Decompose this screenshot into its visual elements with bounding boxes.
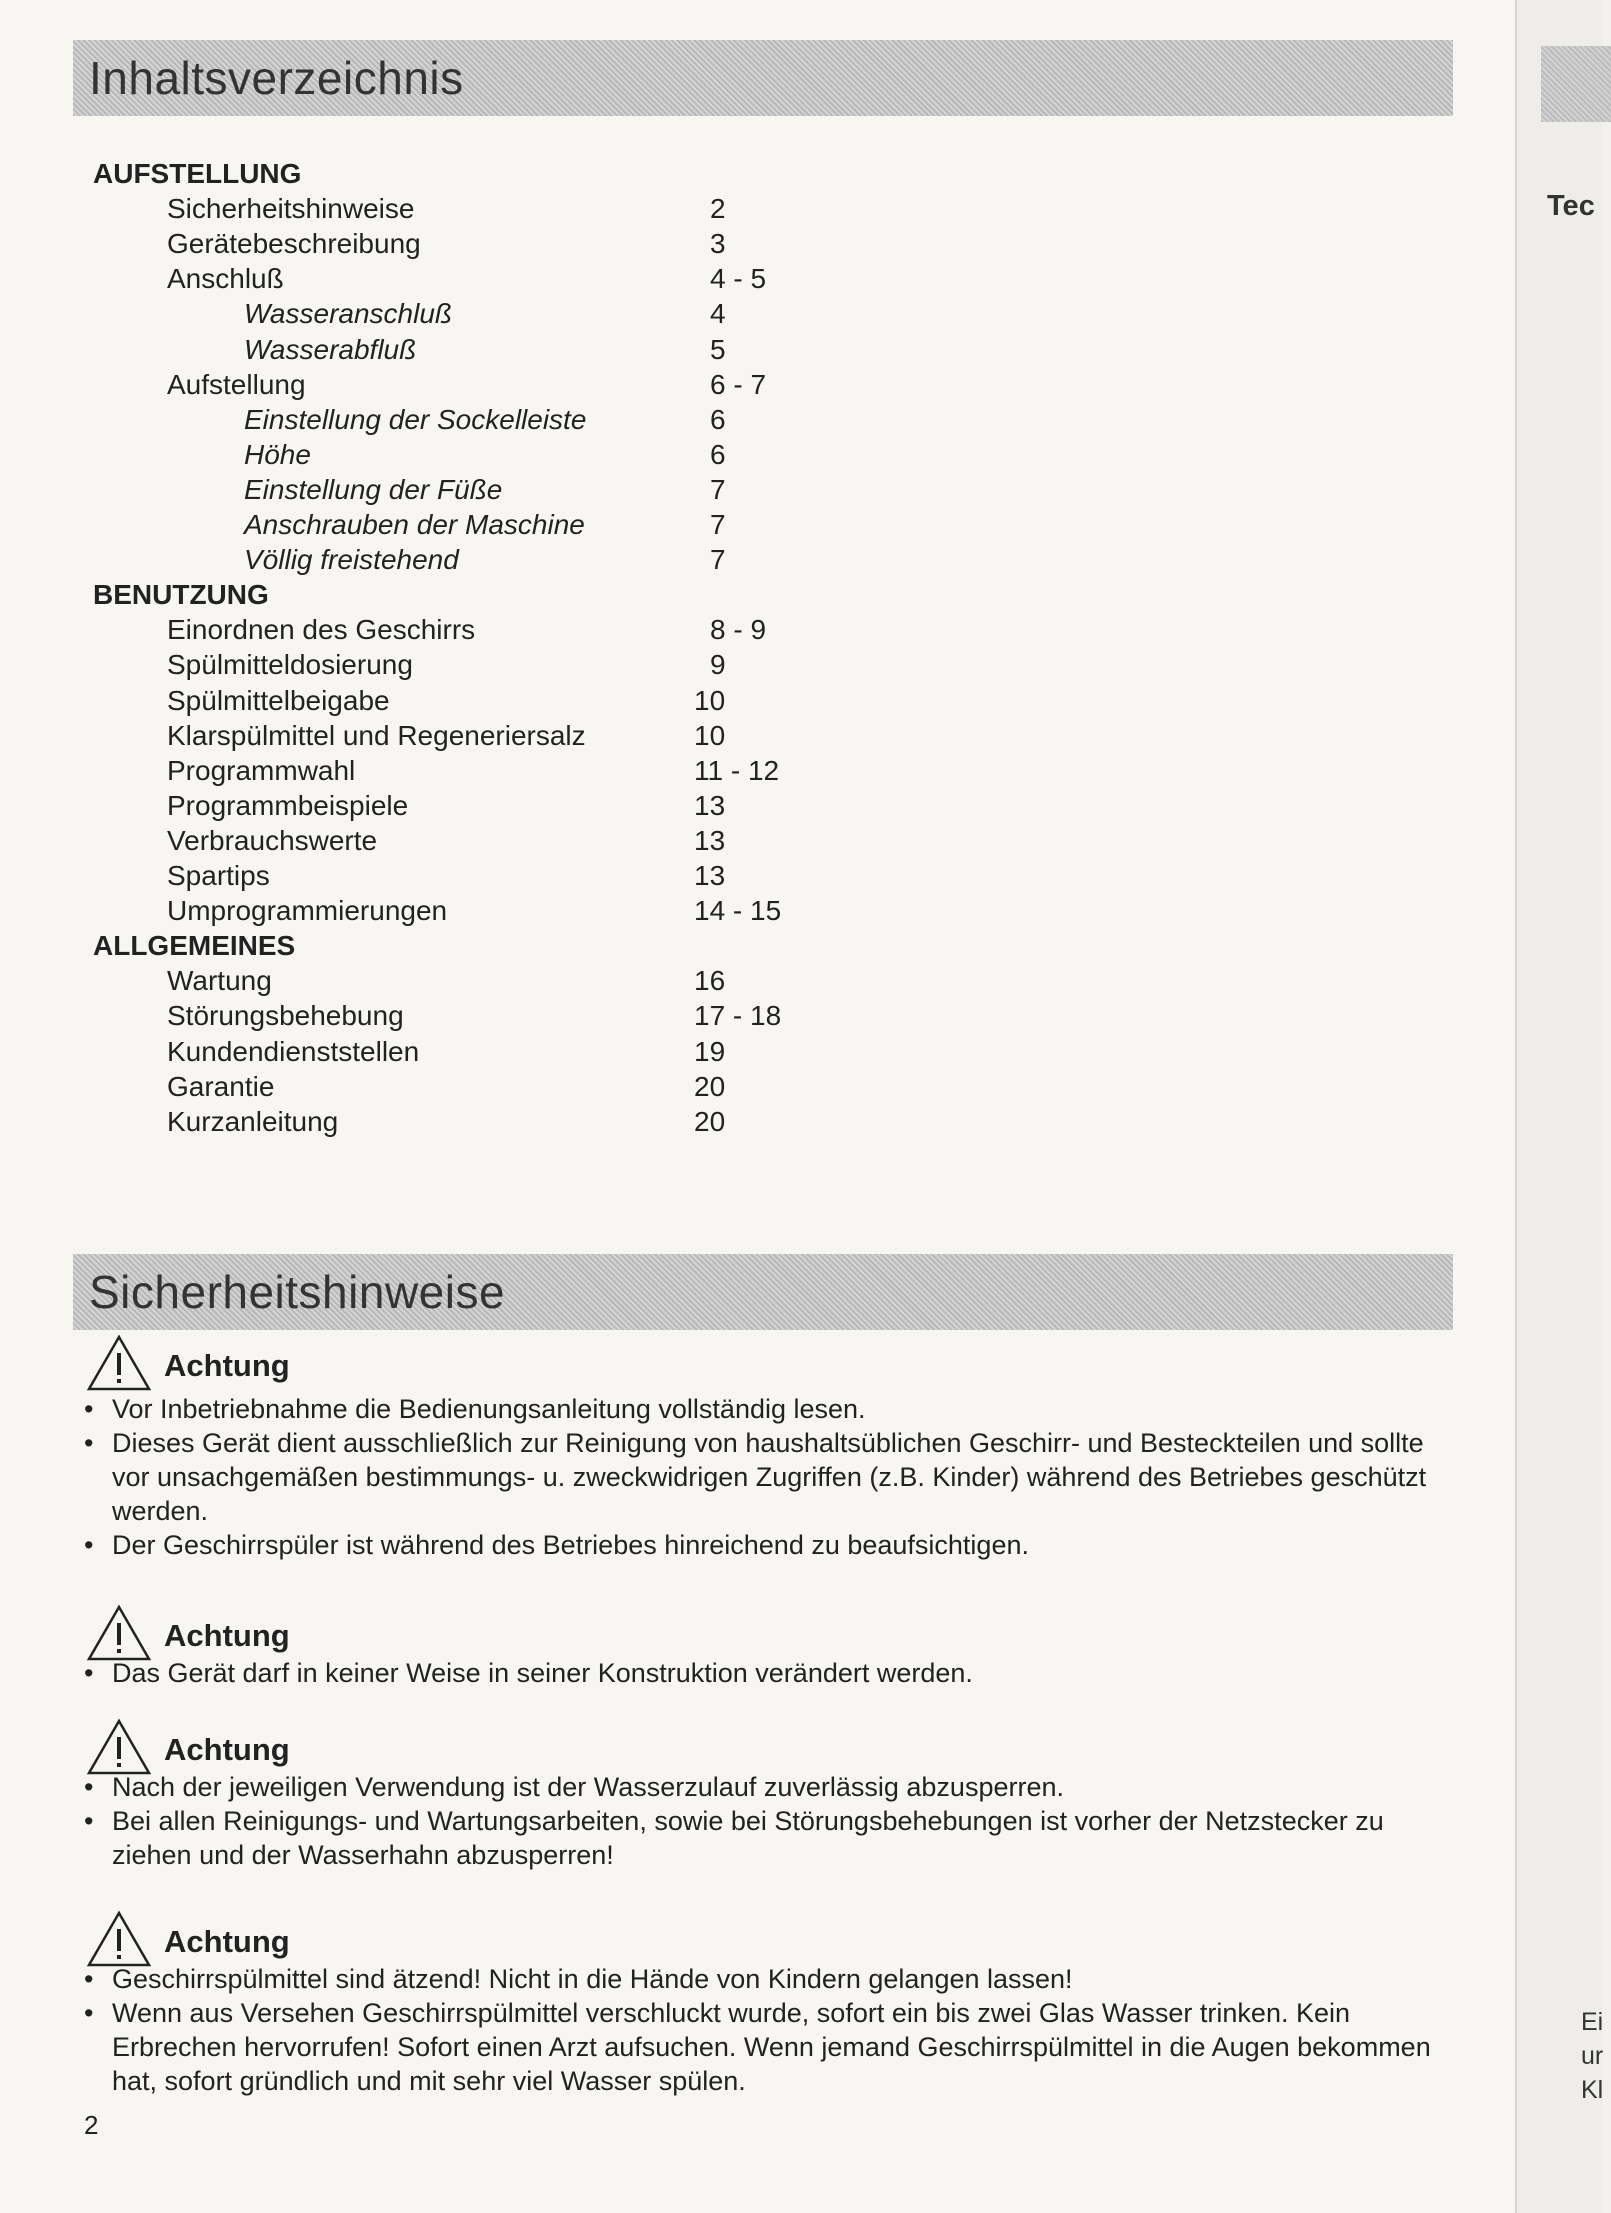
toc-entry-page: 5 bbox=[710, 333, 726, 365]
toc-entry-page: 13 bbox=[694, 860, 726, 891]
toc-entry-page: 7 bbox=[710, 473, 726, 505]
toc-entry-page: 6 bbox=[710, 438, 726, 470]
toc-entry-label: Spülmittelbeigabe bbox=[167, 684, 390, 716]
bullet-icon: • bbox=[84, 1806, 94, 1836]
toc-entry-label: Störungsbehebung bbox=[167, 1000, 404, 1032]
toc-title: Inhaltsverzeichnis bbox=[89, 52, 464, 104]
toc-entry-label: Umprogrammierungen bbox=[167, 895, 448, 927]
adjacent-page-edge bbox=[1515, 0, 1602, 2213]
warning-bullet-text: Nach der jeweiligen Verwendung ist der Wasserzulauf zuverlässig abzusperren. bbox=[112, 1772, 1064, 1802]
warning-bullet bbox=[84, 1996, 1454, 2098]
warning-triangle-icon bbox=[86, 1604, 152, 1662]
toc-section-heading: BENUTZUNG bbox=[93, 579, 269, 611]
toc-entry-label: Anschrauben der Maschine bbox=[244, 509, 585, 540]
toc-entry-page: 17 - 18 bbox=[694, 1000, 782, 1032]
toc-entry-page: 4 - 5 bbox=[710, 263, 767, 295]
toc-entry-label: Garantie bbox=[167, 1070, 275, 1102]
bullet-icon: • bbox=[84, 1394, 94, 1424]
toc-entry-label: Wasserabfluß bbox=[244, 333, 417, 365]
toc-entry-label: Wartung bbox=[167, 965, 272, 997]
warning-bullet bbox=[84, 1804, 1454, 1872]
warning-label: Achtung bbox=[164, 1348, 290, 1383]
warning-bullet bbox=[84, 1392, 1454, 1426]
warning-label: Achtung bbox=[164, 1618, 290, 1653]
toc-entry-page: 2 bbox=[710, 193, 726, 225]
warning-bullet bbox=[84, 1426, 1454, 1528]
warning-bullet-text: Wenn aus Versehen Geschirrspülmittel verschluckt wurde, sofort ein bis zwei Glas Wasser trinken. Kein Erbrechen hervorrufen! Sofort einen Arzt aufsuchen. Wenn jemand Geschirrspülmittel in die Augen bekommen hat, sofort gründlich und mit sehr viel Wasser spülen. bbox=[112, 1998, 1431, 2096]
toc-entry-label: Wasseranschluß bbox=[244, 298, 453, 330]
toc-entry-label: Sicherheitshinweise bbox=[167, 193, 415, 225]
toc-entry-label: Einstellung der Füße bbox=[244, 473, 503, 505]
toc-entry-label: Kurzanleitung bbox=[167, 1105, 339, 1137]
warning-bullet-text: Dieses Gerät dient ausschließlich zur Reinigung von haushaltsüblichen Geschirr- und Besteckteilen und sollte vor unsachgemäßen bestimmungs- u. zweckwidrigen Zugriffen (z.B. Kinder) während des Betriebes geschützt werden. bbox=[112, 1428, 1427, 1526]
warning-bullet-text: Geschirrspülmittel sind ätzend! Nicht in die Hände von Kindern gelangen lassen! bbox=[112, 1964, 1073, 1994]
toc-entry-page: 7 bbox=[710, 509, 726, 540]
toc-entry-page: 19 bbox=[694, 1035, 726, 1067]
warning-triangle-icon bbox=[86, 1718, 152, 1776]
toc-entry-page: 6 - 7 bbox=[710, 368, 767, 400]
toc-entry-label: Einordnen des Geschirrs bbox=[167, 614, 476, 646]
bullet-icon: • bbox=[84, 1998, 94, 2028]
warning-bullet-text: Vor Inbetriebnahme die Bedienungsanleitung vollständig lesen. bbox=[112, 1394, 866, 1424]
warning-bullet-text: Der Geschirrspüler ist während des Betriebes hinreichend zu beaufsichtigen. bbox=[112, 1530, 1029, 1560]
adjacent-header-bar bbox=[1541, 46, 1611, 122]
toc-entry-label: Aufstellung bbox=[167, 368, 306, 400]
bullet-icon: • bbox=[84, 1428, 94, 1458]
toc-entry-page: 7 bbox=[710, 544, 726, 576]
toc-section-heading: ALLGEMEINES bbox=[93, 930, 296, 962]
toc-entry-page: 13 bbox=[694, 824, 726, 856]
adjacent-text-fragment: ur bbox=[1581, 2042, 1604, 2070]
toc-entry-page: 10 bbox=[694, 684, 726, 716]
toc-entry-page: 9 bbox=[710, 649, 726, 681]
toc-entry-page: 8 - 9 bbox=[710, 614, 767, 646]
bullet-icon: • bbox=[84, 1964, 94, 1994]
toc-entry-page: 4 bbox=[710, 298, 726, 330]
toc-entry-page: 3 bbox=[710, 228, 726, 260]
page-number: 2 bbox=[84, 2110, 99, 2140]
toc-entry-label: Spartips bbox=[167, 860, 270, 891]
toc-section-heading: AUFSTELLUNG bbox=[93, 158, 302, 189]
toc-entry-page: 11 - 12 bbox=[694, 754, 780, 786]
adjacent-text-fragment: Kl bbox=[1581, 2076, 1604, 2104]
warning-bullet bbox=[84, 1770, 1454, 1804]
toc-entry-page: 14 - 15 bbox=[694, 895, 782, 927]
toc-entry-page: 20 bbox=[694, 1105, 726, 1137]
safety-title: Sicherheitshinweise bbox=[89, 1266, 506, 1318]
warning-bullet-text: Bei allen Reinigungs- und Wartungsarbeiten, sowie bei Störungsbehebungen ist vorher der Netzstecker zu ziehen und der Wasserhahn abzusperren! bbox=[112, 1806, 1384, 1870]
warning-label: Achtung bbox=[164, 1732, 290, 1767]
toc-entry-label: Völlig freistehend bbox=[244, 544, 459, 576]
warning-label: Achtung bbox=[164, 1924, 290, 1959]
toc-entry-label: Programmwahl bbox=[167, 754, 356, 786]
toc-entry-label: Einstellung der Sockelleiste bbox=[244, 403, 587, 435]
bullet-icon: • bbox=[84, 1772, 94, 1802]
toc-entry-label: Spülmitteldosierung bbox=[167, 649, 413, 681]
warning-bullet bbox=[84, 1528, 1454, 1562]
toc-entry-page: 10 bbox=[694, 719, 726, 751]
toc-entry-label: Klarspülmittel und Regeneriersalz bbox=[167, 719, 586, 751]
bullet-icon: • bbox=[84, 1530, 94, 1560]
toc-entry-page: 13 bbox=[694, 789, 726, 821]
toc-entry-page: 16 bbox=[694, 965, 726, 997]
warning-bullet bbox=[84, 1656, 1454, 1690]
warning-triangle-icon bbox=[86, 1910, 152, 1968]
adjacent-text-fragment: Ei bbox=[1581, 2008, 1604, 2036]
bullet-icon: • bbox=[84, 1658, 94, 1688]
toc-entry-page: 20 bbox=[694, 1070, 726, 1102]
toc-entry-label: Kundendienststellen bbox=[167, 1035, 420, 1067]
toc-entry-label: Verbrauchswerte bbox=[167, 824, 378, 856]
toc-entry-page: 6 bbox=[710, 403, 726, 435]
toc-entry-label: Anschluß bbox=[167, 263, 284, 295]
warning-bullet bbox=[84, 1962, 1454, 1996]
toc-entry-label: Gerätebeschreibung bbox=[167, 228, 421, 260]
toc-entry-label: Programmbeispiele bbox=[167, 789, 409, 821]
safety-header-bar bbox=[73, 1254, 1453, 1330]
warning-triangle-icon bbox=[86, 1334, 152, 1392]
toc-entry-label: Höhe bbox=[244, 438, 311, 470]
warning-bullet-text: Das Gerät darf in keiner Weise in seiner Konstruktion verändert werden. bbox=[112, 1658, 973, 1688]
adjacent-heading-fragment: Tec bbox=[1547, 190, 1595, 222]
toc-header-bar bbox=[73, 40, 1453, 116]
